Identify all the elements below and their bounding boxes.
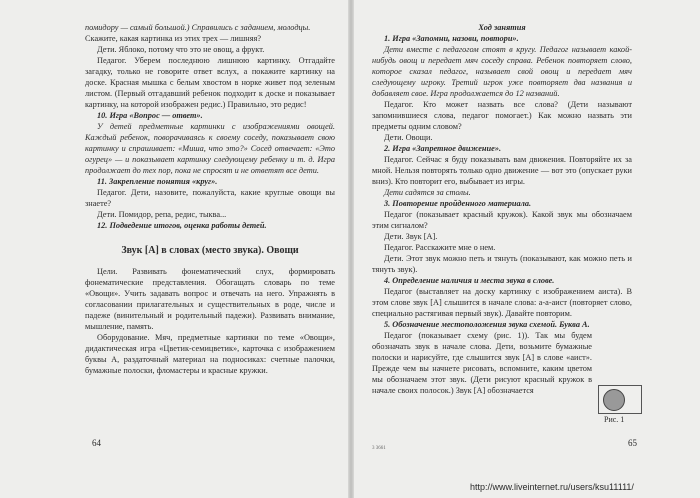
right-line-16: Педагог (показывает схему (рис. 1)). Так мы будем обозначать звук в начале слова. Дети, возьмите бумажные полоски и нарисуйте, где слышится звук [А] в слове «аист». Прежде чем вы начнете рисовать, вспомните, каким цветом мы обозначаем этот звук. (Дети рисуют красный кружок в начале своих полосок.) Звук [А] обозначается	[372, 331, 592, 395]
page-fold	[348, 0, 354, 498]
right-line-3: Педагог. Кто может назвать все слова? (Дети называют запомнившиеся слова, педагог помогает.) Как можно назвать эти предметы одним словом?	[372, 100, 632, 131]
left-line-1: Скажите, какая картинка из этих трех — лишняя?	[85, 34, 262, 43]
right-line-12: Дети. Этот звук можно петь и тянуть (показывают, как можно петь и тянуть звук).	[372, 254, 632, 274]
right-line-0: Ход занятия	[478, 23, 526, 32]
red-circle-icon	[603, 389, 625, 411]
right-page	[372, 22, 632, 396]
left-page-number: 64	[92, 438, 101, 448]
right-line-10: Дети. Звук [А].	[384, 232, 438, 241]
left-line-3: Педагог. Уберем последнюю лишнюю картинку. Отгадайте загадку, только не говорите ответ вслух, а покажите картинку на доске. Красная мышка с белым хвостом в норке живет под зеленым листом. (Первый отгадавший ребенок подходит к доске и показывает картинку, на которой изображен редис.) Правильно, это редис!	[85, 56, 335, 109]
left-line-9: 12. Подведение итогов, оценка работы детей.	[97, 221, 267, 230]
left-line-6: 11. Закрепление понятия «круг».	[97, 177, 218, 186]
right-line-15: 5. Обозначение местоположения звука схемой. Буква А.	[384, 320, 590, 329]
right-line-9: Педагог (показывает красный кружок). Какой звук мы обозначаем этим сигналом?	[372, 210, 632, 230]
left-page	[85, 22, 335, 376]
right-page-number: 65	[628, 438, 637, 448]
left-line-0: помидору — самый большой.) Справились с заданием, молодцы.	[85, 23, 311, 32]
right-line-11: Педагог. Расскажите мне о нем.	[384, 243, 496, 252]
left-line-5: У детей предметные картинки с изображениями овощей. Каждый ребенок, поворачиваясь к своему соседу, показывает свою картинку и спрашивает: «Миша, что это?» Сосед отвечает: «Это огурец» — и показывает картинку следующему ребенку и т. д. Игра продолжает до тех пор, пока не спросят и не ответят все дети.	[85, 122, 335, 175]
left-line-12: Оборудование. Мяч, предметные картинки по теме «Овощи», дидактическая игра «Цветик-семицветик», карточка с изображением буквы А, раздаточный материал на подносиках: счетные палочки, бумажные полоски, фломастеры и красные кружки.	[85, 333, 335, 375]
figure-1-scheme	[598, 385, 642, 414]
right-line-8: 3. Повторение пройденного материала.	[384, 199, 532, 208]
left-line-2: Дети. Яблоко, потому что это не овощ, а фрукт.	[97, 45, 265, 54]
left-line-8: Дети. Помидор, репа, редис, тыква...	[97, 210, 227, 219]
lesson-heading: Звук [А] в словах (место звука). Овощи	[121, 245, 299, 256]
right-line-1: 1. Игра «Запомни, назови, повтори».	[384, 34, 519, 43]
right-line-5: 2. Игра «Запретное движение».	[384, 144, 502, 153]
figure-caption: Рис. 1	[604, 415, 625, 424]
left-line-4: 10. Игра «Вопрос — ответ».	[97, 111, 203, 120]
right-line-2: Дети вместе с педагогом стоят в кругу. Педагог называет какой-нибудь овощ и передает мяч соседу справа. Ребенок повторяет слово, которое сказал педагог, называет свой овощ и передает мяч следующему игроку. Третий игрок уже повторяет два названия и добавляет свое. Игра продолжается до 12 названий.	[372, 45, 632, 98]
watermark-url: http://www.liveinternet.ru/users/ksu11111/	[470, 482, 634, 492]
footer-mark: 3 3661	[372, 446, 386, 451]
right-line-13: 4. Определение наличия и места звука в слове.	[384, 276, 555, 285]
left-line-7: Педагог. Дети, назовите, пожалуйста, какие круглые овощи вы знаете?	[85, 188, 335, 208]
right-line-7: Дети садятся за столы.	[384, 188, 471, 197]
left-line-11: Цели. Развивать фонематический слух, формировать фонематические представления. Обогащать словарь по теме «Овощи». Учить задавать вопрос и отвечать на него. Упражнять в согласовании прилагательных и существительных в роде, числе и падеже (винительный и родительный падежи). Развивать внимание, мышление, память.	[85, 267, 335, 331]
right-line-4: Дети. Овощи.	[384, 133, 433, 142]
right-line-14: Педагог (выставляет на доску картинку с изображением аиста). В этом слове звук [А] слышится в начале слова: а-а-аист (повторяет слово, специально растягивая первый звук). Давайте повторим.	[372, 287, 632, 318]
right-line-6: Педагог. Сейчас я буду показывать вам движения. Повторяйте их за мной. Нельзя повторять только одно движение — вот это (опускает руки вниз). Кто повторит его, выбывает из игры.	[372, 155, 632, 186]
